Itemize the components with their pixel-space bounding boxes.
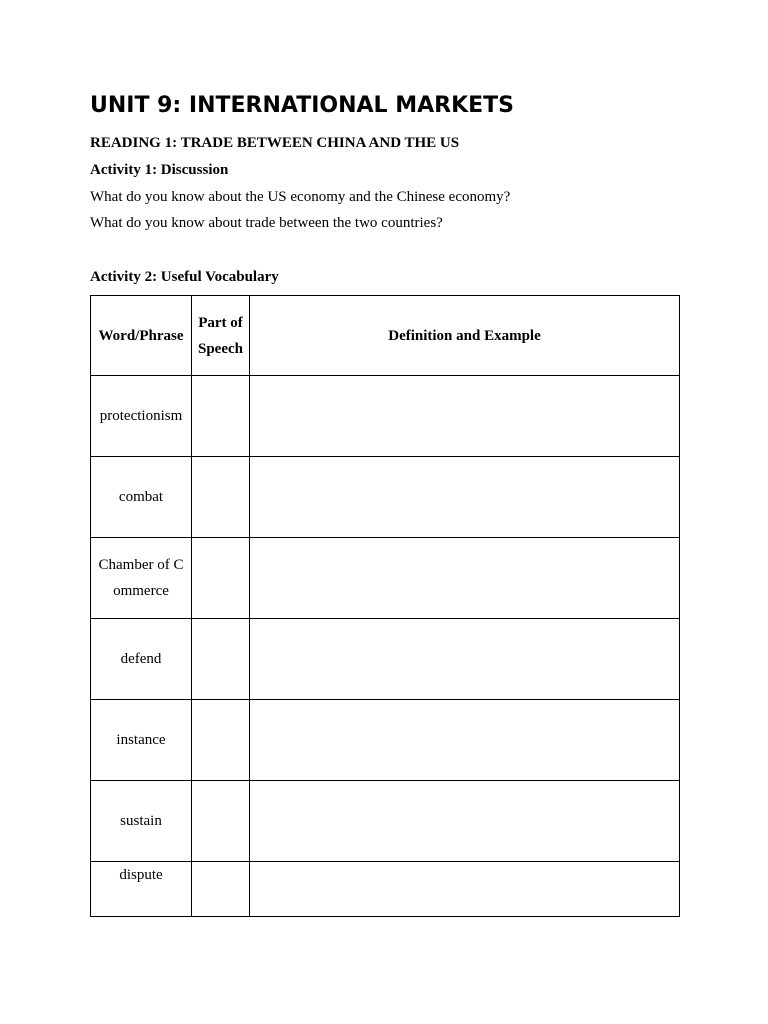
activity2-title: Activity 2: Useful Vocabulary bbox=[90, 269, 279, 285]
part-of-speech-cell[interactable] bbox=[192, 619, 250, 700]
part-of-speech-cell[interactable] bbox=[192, 700, 250, 781]
activity1-title: Activity 1: Discussion bbox=[90, 162, 229, 178]
vocabulary-table bbox=[90, 295, 680, 917]
discussion-question-1: What do you know about the US economy and the Chinese economy? bbox=[90, 189, 511, 205]
table-row bbox=[91, 781, 680, 862]
discussion-question-2: What do you know about trade between the two countries? bbox=[90, 215, 443, 231]
part-of-speech-cell[interactable] bbox=[192, 457, 250, 538]
definition-cell[interactable] bbox=[250, 376, 680, 457]
word-cell: combat bbox=[91, 457, 192, 538]
part-of-speech-cell[interactable] bbox=[192, 376, 250, 457]
part-of-speech-cell[interactable] bbox=[192, 538, 250, 619]
table-row bbox=[91, 457, 680, 538]
table-row bbox=[91, 700, 680, 781]
table-row bbox=[91, 538, 680, 619]
definition-cell[interactable] bbox=[250, 538, 680, 619]
definition-cell[interactable] bbox=[250, 619, 680, 700]
word-cell: sustain bbox=[91, 781, 192, 862]
word-cell: instance bbox=[91, 700, 192, 781]
definition-cell[interactable] bbox=[250, 862, 680, 917]
header-definition-example: Definition and Example bbox=[250, 296, 680, 376]
part-of-speech-cell[interactable] bbox=[192, 781, 250, 862]
part-of-speech-cell[interactable] bbox=[192, 862, 250, 917]
header-part-of-speech: Part of Speech bbox=[192, 296, 250, 376]
word-cell: protectionism bbox=[91, 376, 192, 457]
definition-cell[interactable] bbox=[250, 457, 680, 538]
header-word-phrase: Word/Phrase bbox=[91, 296, 192, 376]
word-cell: defend bbox=[91, 619, 192, 700]
definition-cell[interactable] bbox=[250, 781, 680, 862]
reading-title: READING 1: TRADE BETWEEN CHINA AND THE US bbox=[90, 135, 460, 151]
table-header-row bbox=[91, 296, 680, 376]
table-row bbox=[91, 619, 680, 700]
definition-cell[interactable] bbox=[250, 700, 680, 781]
table-row bbox=[91, 862, 680, 917]
unit-title: UNIT 9: INTERNATIONAL MARKETS bbox=[90, 93, 514, 118]
word-cell: dispute bbox=[91, 862, 192, 917]
word-cell: Chamber of Commerce bbox=[91, 538, 192, 619]
table-row bbox=[91, 376, 680, 457]
